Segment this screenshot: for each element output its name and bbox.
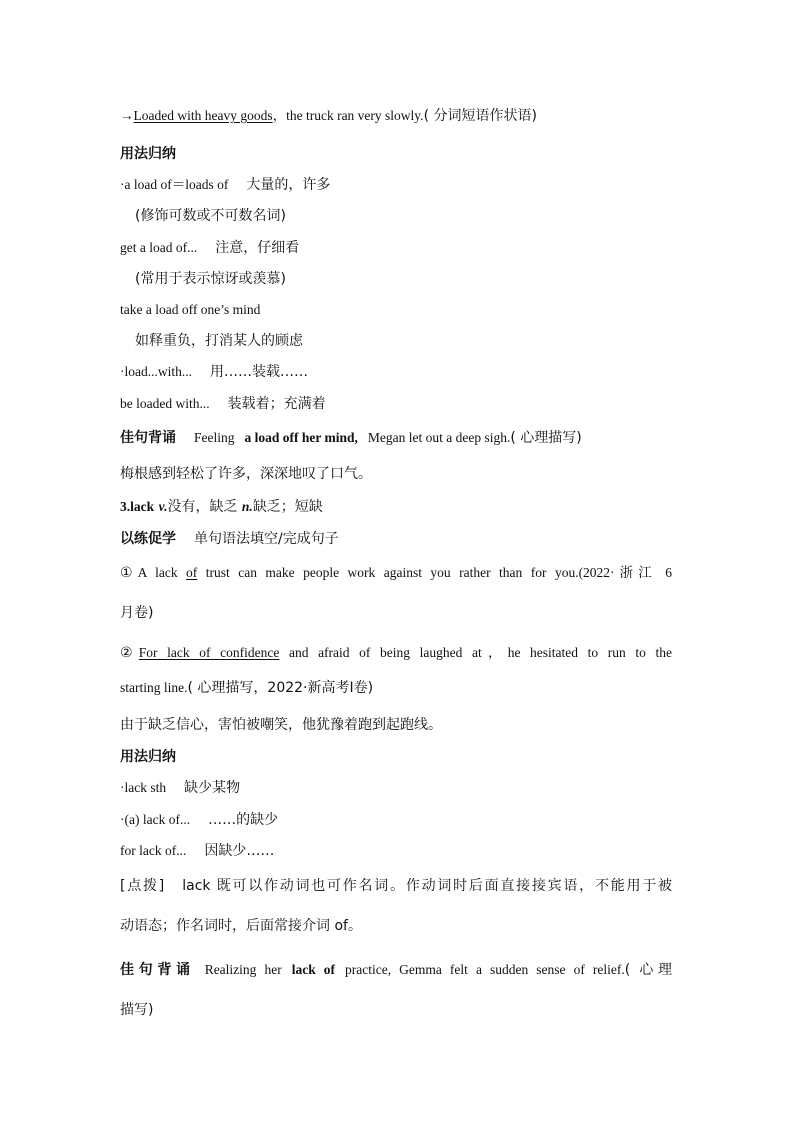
tip-paragraph: [点拨] lack 既可以作动词也可作名词。作动词时后面直接接宾语，不能用于被 [120, 878, 672, 894]
practice-heading: 以练促学 单句语法填空/完成句子 [120, 531, 339, 547]
model-sentence: 佳句背诵 Realizing her lack of practice, Gemma felt a sudden sense of relief.( 心理 [120, 962, 672, 978]
exercise-1-cont: 月卷) [120, 605, 154, 621]
usage-item: ·load...with... 用……装载…… [120, 364, 308, 380]
usage-item: for lack of... 因缺少…… [120, 843, 275, 859]
answer-blank: For lack of confidence [138, 645, 280, 660]
underlined-phrase: Loaded with heavy goods [133, 108, 273, 123]
usage-item: be loaded with... 装载着；充满着 [120, 396, 326, 412]
sentence-heading: 佳句背诵 [120, 430, 176, 446]
usage-item: ·lack sth 缺少某物 [120, 780, 241, 796]
usage-item: ·a load of＝loads of 大量的，许多 [120, 177, 331, 193]
usage-note: (常用于表示惊讶或羡慕) [135, 271, 286, 287]
model-sentence-cont: 描写) [120, 1002, 154, 1018]
tip-label: [点拨] [120, 878, 165, 894]
usage-heading: 用法归纳 [120, 146, 176, 162]
arrow-icon: → [120, 108, 134, 123]
exercise-2-cont: starting line.( 心理描写，2022·新高考Ⅰ卷) [120, 680, 374, 696]
tip-paragraph-cont: 动语态；作名词时，后面常接介词 of。 [120, 918, 362, 934]
translation: 梅根感到轻松了许多，深深地叹了口气。 [120, 466, 372, 482]
usage-item: get a load of... 注意，仔细看 [120, 240, 300, 256]
usage-note: (修饰可数或不可数名词) [135, 208, 286, 224]
exercise-1: ①A lack of trust can make people work against you rather than for you.(2022·浙江 6 [120, 565, 672, 581]
sentence-rest: ，the truck ran very slowly. [272, 108, 424, 123]
grammar-note: ( 分词短语作状语) [423, 108, 537, 124]
usage-item: ·(a) lack of... ……的缺少 [120, 812, 279, 828]
sentence-heading: 佳句背诵 [120, 962, 195, 978]
example-sentence-loaded [120, 107, 537, 125]
model-sentence: 佳句背诵 Feeling a load off her mind, Megan let out a deep sigh.( 心理描写) [120, 430, 582, 446]
exercise-2: ②For lack of confidence and afraid of being laughed at，he hesitated to run to the [120, 645, 672, 661]
vocab-entry-lack: 3.lack v.没有，缺乏 n.缺乏；短缺 [120, 499, 323, 515]
answer-blank: of [186, 565, 198, 580]
usage-heading: 用法归纳 [120, 749, 176, 765]
translation: 由于缺乏信心，害怕被嘲笑，他犹豫着跑到起跑线。 [120, 717, 442, 733]
usage-item: take a load off one’s mind [120, 302, 261, 317]
usage-note: 如释重负，打消某人的顾虑 [135, 333, 303, 349]
